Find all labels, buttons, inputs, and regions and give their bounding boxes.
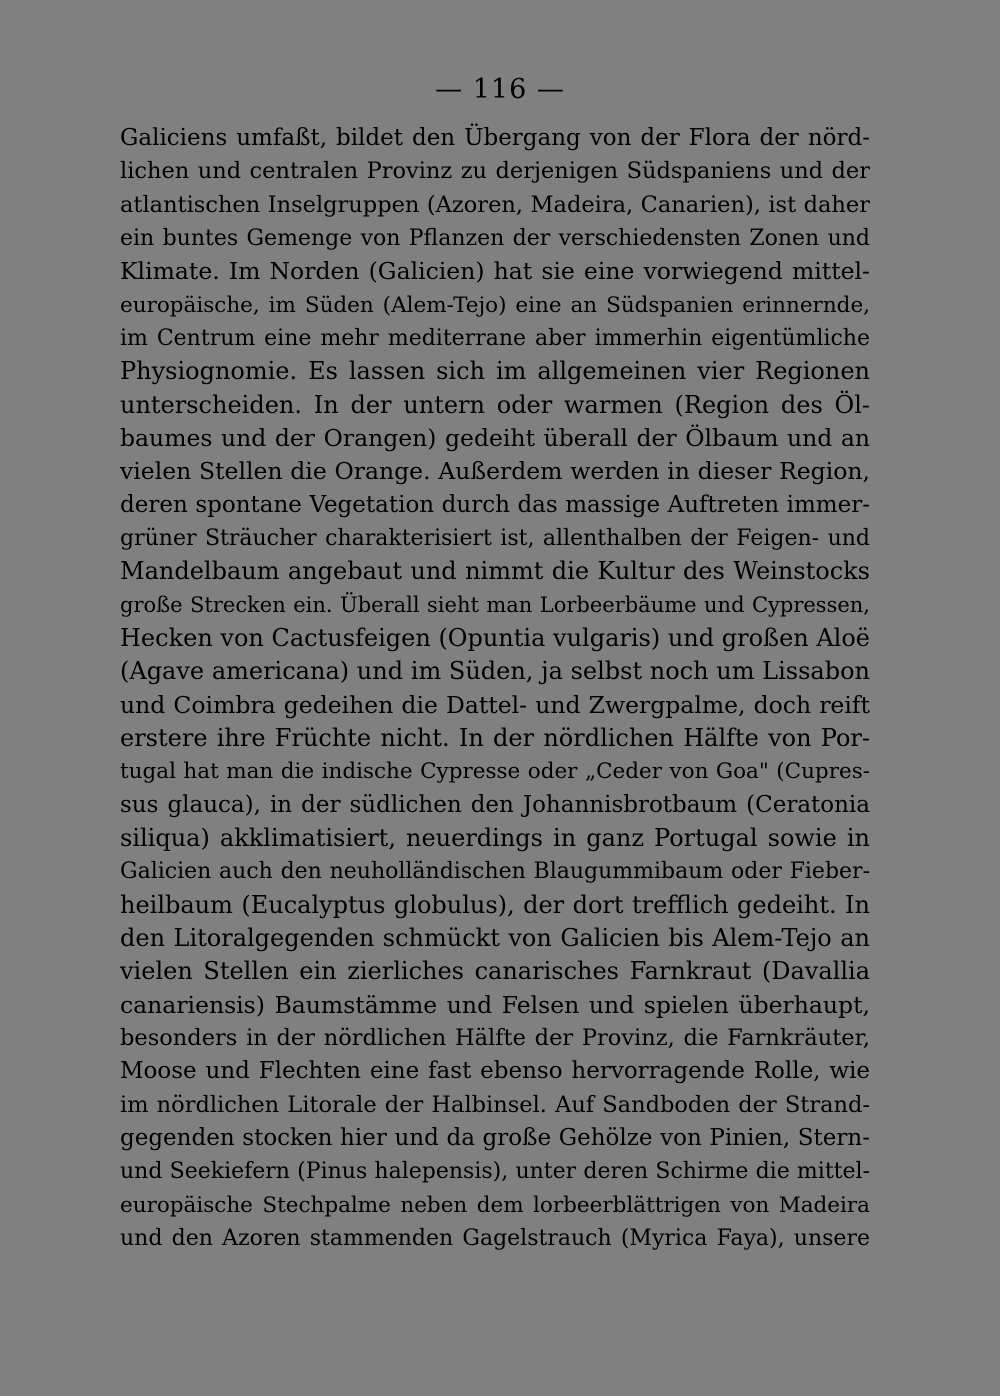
text-line-5: Klimate. Im Norden (Galicien) hat sie eine vorwiegend mittel- xyxy=(120,257,870,286)
text-line-21: sus glauca), in der südlichen den Johannisbrotbaum (Ceratonia xyxy=(120,791,870,818)
text-line-2: lichen und centralen Provinz zu derjenigen Südspaniens und der xyxy=(120,158,870,185)
text-line-9: unterscheiden. In der untern oder warmen (Region des Öl- xyxy=(120,390,870,419)
text-line-31: gegenden stocken hier und da große Gehölze von Pinien, Stern- xyxy=(120,1124,870,1151)
text-line-32: und Seekiefern (Pinus halepensis), unter deren Schirme die mittel- xyxy=(120,1159,870,1185)
text-line-26: vielen Stellen ein zierliches canarisches Farnkraut (Davallia xyxy=(120,957,870,986)
text-line-27: canariensis) Baumstämme und Felsen und spielen überhaupt, xyxy=(120,990,870,1019)
text-line-28: besonders in der nördlichen Hälfte der Provinz, die Farnkräuter, xyxy=(120,1024,870,1051)
text-line-1: Galiciens umfaßt, bildet den Übergang von der Flora der nörd- xyxy=(120,125,870,151)
text-line-11: vielen Stellen die Orange. Außerdem werden in dieser Region, xyxy=(120,457,870,486)
text-line-15: große Strecken ein. Überall sieht man Lorbeerbäume und Cypressen, xyxy=(120,592,870,617)
text-line-22: siliqua) akklimatisiert, neuerdings in ganz Portugal sowie in xyxy=(120,823,870,852)
text-line-12: deren spontane Vegetation durch das massige Auftreten immer- xyxy=(120,491,870,518)
text-line-14: Mandelbaum angebaut und nimmt die Kultur des Weinstocks xyxy=(120,557,870,586)
text-line-13: grüner Sträucher charakterisiert ist, allenthalben der Feigen- und xyxy=(120,525,870,551)
text-line-3: atlantischen Inselgruppen (Azoren, Madeira, Canarien), ist daher xyxy=(120,191,870,218)
text-line-8: Physiognomie. Es lassen sich im allgemeinen vier Regionen xyxy=(120,357,870,386)
body-text xyxy=(120,122,870,1255)
text-line-34: und den Azoren stammenden Gagelstrauch (Myrica Faya), unsere xyxy=(120,1225,870,1251)
text-line-16: Hecken von Cactusfeigen (Opuntia vulgaris) und großen Aloë xyxy=(120,623,870,652)
text-line-18: und Coimbra gedeihen die Dattel- und Zwergpalme, doch reift xyxy=(120,690,870,719)
text-line-7: im Centrum eine mehr mediterrane aber immerhin eigentümliche xyxy=(120,325,870,351)
text-line-20: tugal hat man die indische Cypresse oder „Ceder von Goa" (Cupres- xyxy=(120,759,870,785)
text-line-23: Galicien auch den neuholländischen Blaugummibaum oder Fieber- xyxy=(120,859,870,885)
text-line-33: europäische Stechpalme neben dem lorbeerblättrigen von Madeira xyxy=(120,1192,870,1218)
text-line-19: erstere ihre Früchte nicht. In der nördlichen Hälfte von Por- xyxy=(120,723,870,752)
text-line-4: ein buntes Gemenge von Pflanzen der verschiedensten Zonen und xyxy=(120,225,870,251)
text-line-30: im nördlichen Litorale der Halbinsel. Auf Sandboden der Strand- xyxy=(120,1091,870,1118)
text-line-10: baumes und der Orangen) gedeiht überall der Ölbaum und an xyxy=(120,423,870,452)
text-line-25: den Litoralgegenden schmückt von Galicien bis Alem-Tejo an xyxy=(120,923,870,952)
page-number: — 116 — xyxy=(435,74,565,105)
text-line-24: heilbaum (Eucalyptus globulus), der dort trefflich gedeiht. In xyxy=(120,890,870,919)
text-line-29: Moose und Flechten eine fast ebenso hervorragende Rolle, wie xyxy=(120,1058,870,1085)
text-line-6: europäische, im Süden (Alem-Tejo) eine an Südspanien erinnernde, xyxy=(120,292,870,318)
text-line-17: (Agave americana) und im Süden, ja selbst noch um Lissabon xyxy=(120,657,870,686)
